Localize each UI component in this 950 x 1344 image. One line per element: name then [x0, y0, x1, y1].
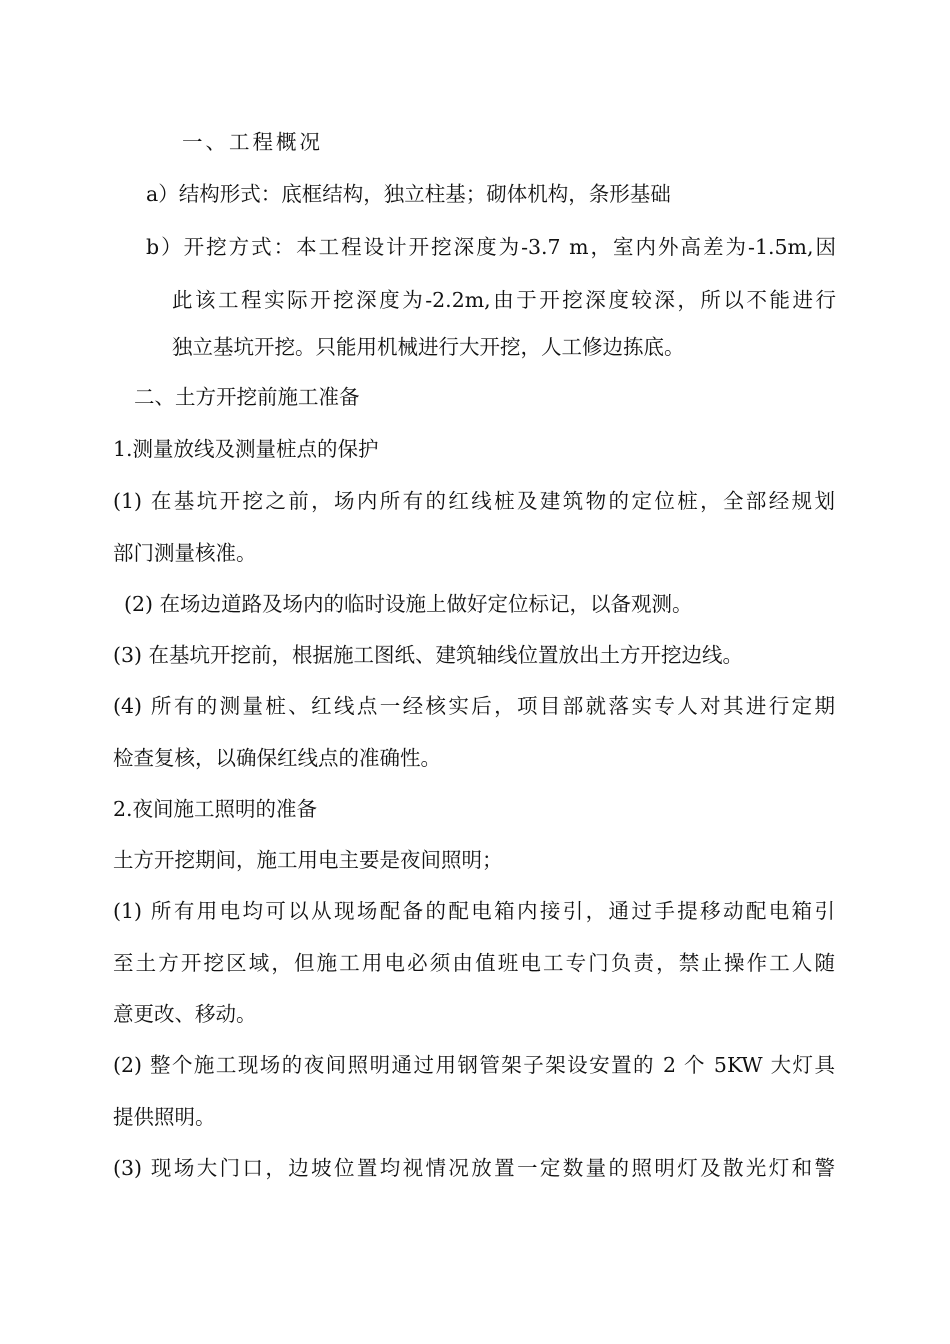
lighting-item-3-line-1: (3) 现场大门口，边坡位置均视情况放置一定数量的照明灯及散光灯和警	[113, 1156, 835, 1180]
paragraph-1-line-2: 部门测量核准。	[113, 541, 257, 565]
lighting-item-1-line-1: (1) 所有用电均可以从现场配备的配电箱内接引，通过手提移动配电箱引	[113, 899, 835, 923]
paragraph-3: (3) 在基坑开挖前，根据施工图纸、建筑轴线位置放出土方开挖边线。	[113, 643, 744, 667]
lighting-item-1-line-2: 至土方开挖区域，但施工用电必须由值班电工专门负责，禁止操作工人随	[113, 951, 835, 975]
lighting-item-1-line-3: 意更改、移动。	[113, 1002, 257, 1026]
paragraph-1-line-1: (1) 在基坑开挖之前，场内所有的红线桩及建筑物的定位桩，全部经规划	[113, 489, 835, 513]
item-a: a）结构形式：底框结构，独立柱基；砌体机构，条形基础	[146, 182, 671, 206]
section-1-title: 一、工程概况	[182, 130, 323, 154]
paragraph-2: (2) 在场边道路及场内的临时设施上做好定位标记，以备观测。	[124, 592, 693, 616]
intro-paragraph: 土方开挖期间，施工用电主要是夜间照明；	[113, 848, 503, 872]
subsection-1-title: 1.测量放线及测量桩点的保护	[113, 437, 379, 461]
paragraph-4-line-1: (4) 所有的测量桩、红线点一经核实后，项目部就落实专人对其进行定期	[113, 694, 835, 718]
item-b-line-2: 此该工程实际开挖深度为-2.2m,由于开挖深度较深，所以不能进行	[172, 288, 836, 312]
item-b-line-3: 独立基坑开挖。只能用机械进行大开挖，人工修边拣底。	[172, 335, 685, 359]
section-2-title: 二、土方开挖前施工准备	[134, 385, 360, 409]
lighting-item-2-line-2: 提供照明。	[113, 1105, 216, 1129]
lighting-item-2-line-1: (2) 整个施工现场的夜间照明通过用钢管架子架设安置的 2 个 5KW 大灯具	[113, 1053, 835, 1077]
subsection-2-title: 2.夜间施工照明的准备	[113, 797, 318, 821]
item-b-line-1: b）开挖方式：本工程设计开挖深度为-3.7 m，室内外高差为-1.5m,因	[146, 235, 836, 259]
paragraph-4-line-2: 检查复核，以确保红线点的准确性。	[113, 746, 441, 770]
